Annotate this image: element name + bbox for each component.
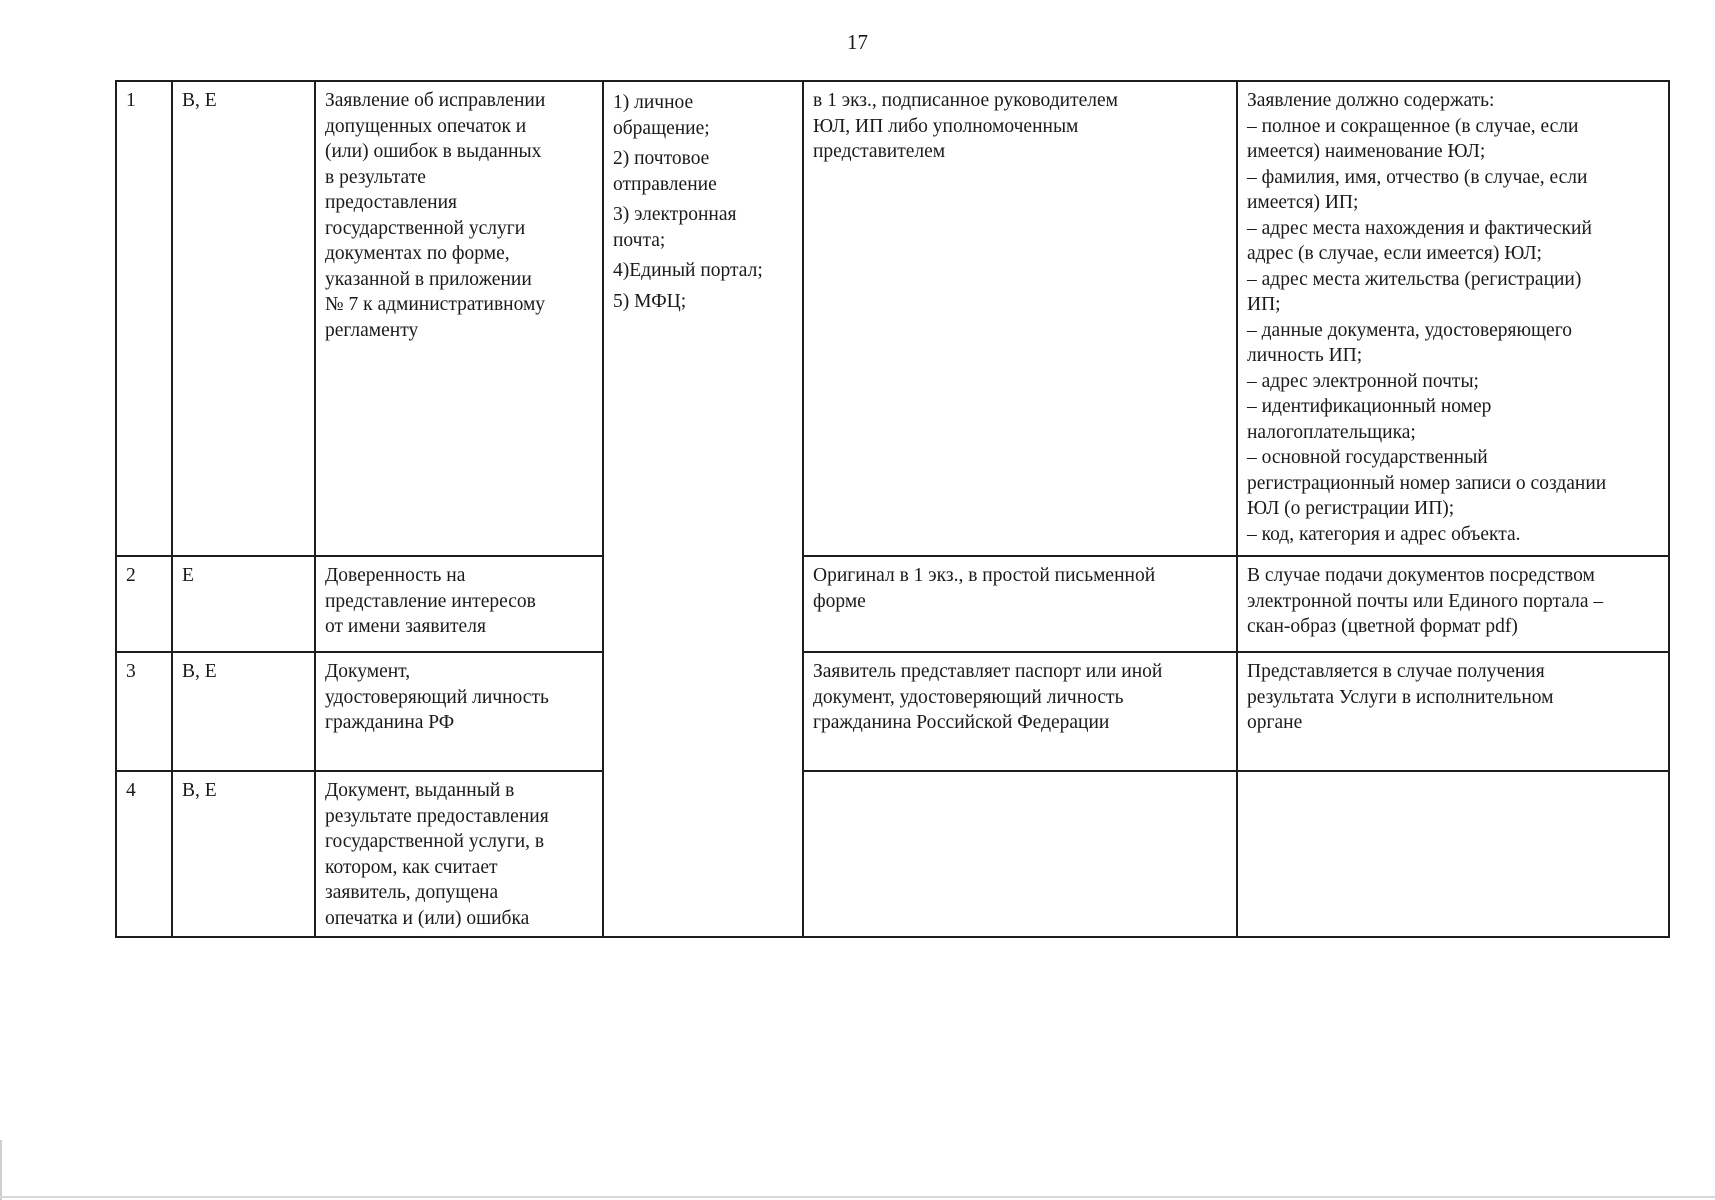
row-number-cell: 4 bbox=[116, 771, 172, 937]
row-number-cell: 3 bbox=[116, 652, 172, 771]
submission-method-item: 5) МФЦ; bbox=[613, 290, 687, 312]
requirements-cell: Заявитель представляет паспорт или иной документ, удостоверяющий личность гражданина Российской Федерации bbox=[803, 652, 1237, 771]
document-name-cell: Доверенность на представление интересов от имени заявителя bbox=[315, 556, 603, 652]
submission-method-item: 2) почтовое отправление bbox=[613, 148, 717, 195]
notes-cell: В случае подачи документов посредством электронной почты или Единого портала – скан-образ (цветной формат pdf) bbox=[1237, 556, 1669, 652]
applicant-codes-cell: В, Е bbox=[172, 81, 315, 556]
page-number: 17 bbox=[847, 30, 868, 54]
requirements-cell bbox=[803, 771, 1237, 937]
scan-edge-line bbox=[0, 1140, 2, 1200]
notes-cell: Заявление должно содержать: – полное и сокращенное (в случае, если имеется) наименование ЮЛ; – фамилия, имя, отчество (в случае, если имеется) ИП; – адрес места нахождения и фактический адрес (в случае, если имеется) ЮЛ; – адрес места жительства (регистрации) ИП; – данные документа, удостоверяющего личность ИП; – адрес электронной почты; – идентификационный номер налогоплательщика; – основной государственный регистрационный номер записи о создании ЮЛ (о регистрации ИП); – код, категория и адрес объекта. bbox=[1237, 81, 1669, 556]
applicant-codes-cell: В, Е bbox=[172, 771, 315, 937]
documents-table bbox=[115, 80, 1670, 938]
applicant-codes-cell: Е bbox=[172, 556, 315, 652]
row-number-cell: 2 bbox=[116, 556, 172, 652]
table-row bbox=[116, 652, 1669, 771]
table-row bbox=[116, 81, 1669, 556]
table-row bbox=[116, 556, 1669, 652]
document-name-cell: Документ, выданный в результате предоставления государственной услуги, в котором, как считает заявитель, допущена опечатка и (или) ошибка bbox=[315, 771, 603, 937]
document-name-cell: Заявление об исправлении допущенных опечаток и (или) ошибок в выданных в результате предоставления государственной услуги документах по форме, указанной в приложении № 7 к административному регламенту bbox=[315, 81, 603, 556]
submission-methods-cell bbox=[603, 81, 803, 937]
applicant-codes-cell: В, Е bbox=[172, 652, 315, 771]
table-row bbox=[116, 771, 1669, 937]
submission-method-item: 1) личное обращение; bbox=[613, 92, 710, 139]
requirements-cell: Оригинал в 1 экз., в простой письменной форме bbox=[803, 556, 1237, 652]
scan-bottom-line bbox=[0, 1196, 1715, 1198]
submission-method-item: 4)Единый портал; bbox=[613, 260, 763, 281]
row-number-cell: 1 bbox=[116, 81, 172, 556]
document-name-cell: Документ, удостоверяющий личность гражданина РФ bbox=[315, 652, 603, 771]
requirements-cell: в 1 экз., подписанное руководителем ЮЛ, ИП либо уполномоченным представителем bbox=[803, 81, 1237, 556]
submission-method-item: 3) электронная почта; bbox=[613, 204, 737, 251]
notes-cell: Представляется в случае получения результата Услуги в исполнительном органе bbox=[1237, 652, 1669, 771]
notes-cell bbox=[1237, 771, 1669, 937]
